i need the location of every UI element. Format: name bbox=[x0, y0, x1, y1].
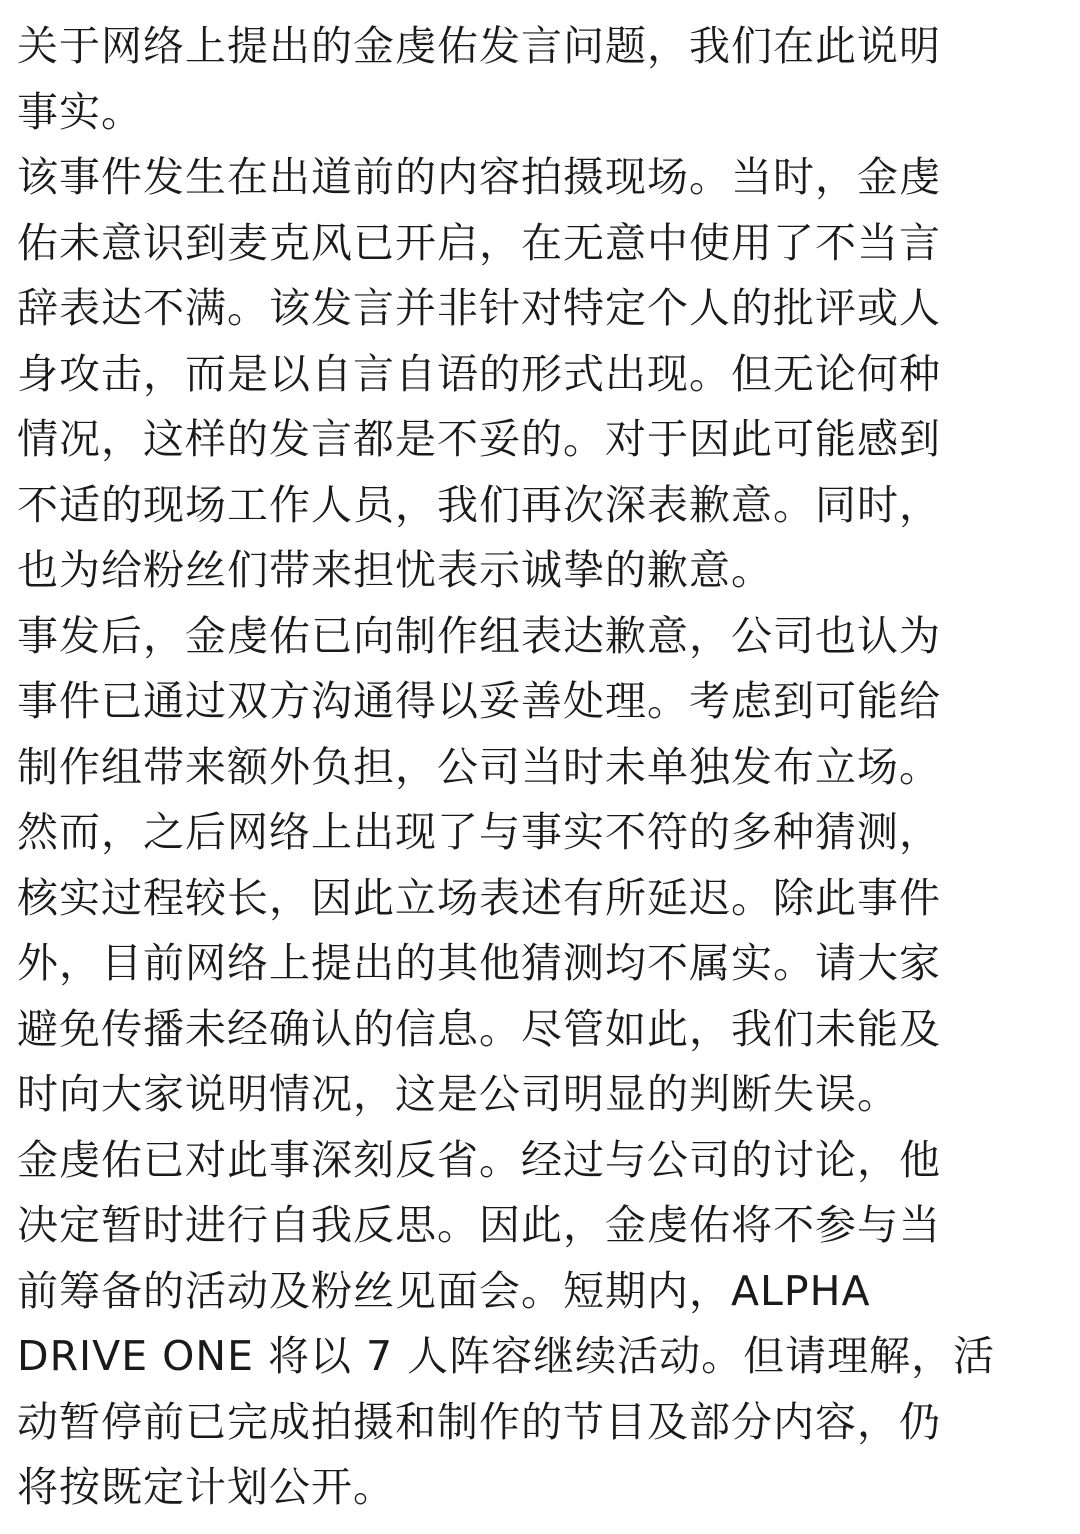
text-line: 制作组带来额外负担，公司当时未单独发布立场。 bbox=[17, 742, 941, 791]
statement-body bbox=[17, 14, 1067, 1521]
text-line: 前筹备的活动及粉丝见面会。短期内，ALPHA bbox=[17, 1266, 871, 1315]
text-line: 将按既定计划公开。 bbox=[17, 1463, 395, 1511]
text-line: 动暂停前已完成拍摄和制作的节目及部分内容，仍 bbox=[17, 1397, 941, 1446]
text-line: 事件已通过双方沟通得以妥善处理。考虑到可能给 bbox=[17, 677, 941, 725]
text-line: DRIVE ONE 将以 7 人阵容继续活动。但请理解，活 bbox=[17, 1332, 996, 1380]
text-line: 决定暂时进行自我反思。因此，金虔佑将不参与当 bbox=[17, 1201, 941, 1249]
text-line: 也为给粉丝们带来担忧表示诚挚的歉意。 bbox=[17, 546, 773, 594]
text-line: 金虔佑已对此事深刻反省。经过与公司的讨论，他 bbox=[17, 1135, 941, 1184]
text-line: 佑未意识到麦克风已开启，在无意中使用了不当言 bbox=[17, 218, 941, 267]
text-line: 不适的现场工作人员，我们再次深表歉意。同时， bbox=[17, 480, 941, 529]
text-line: 关于网络上提出的金虔佑发言问题，我们在此说明 bbox=[17, 22, 941, 70]
text-line: 辞表达不满。该发言并非针对特定个人的批评或人 bbox=[17, 284, 941, 332]
text-line: 避免传播未经确认的信息。尽管如此，我们未能及 bbox=[17, 1004, 941, 1053]
text-line: 身攻击，而是以自言自语的形式出现。但无论何种 bbox=[17, 349, 941, 398]
text-line: 核实过程较长，因此立场表述有所延迟。除此事件 bbox=[17, 873, 941, 922]
text-line: 外，目前网络上提出的其他猜测均不属实。请大家 bbox=[17, 939, 941, 987]
text-line: 该事件发生在出道前的内容拍摄现场。当时，金虔 bbox=[17, 153, 941, 201]
text-line: 事发后，金虔佑已向制作组表达歉意，公司也认为 bbox=[17, 611, 941, 660]
text-line: 事实。 bbox=[17, 87, 143, 136]
text-line: 时向大家说明情况，这是公司明显的判断失误。 bbox=[17, 1070, 899, 1118]
text-line: 然而，之后网络上出现了与事实不符的多种猜测， bbox=[17, 808, 941, 856]
text-line: 情况，这样的发言都是不妥的。对于因此可能感到 bbox=[17, 415, 941, 463]
